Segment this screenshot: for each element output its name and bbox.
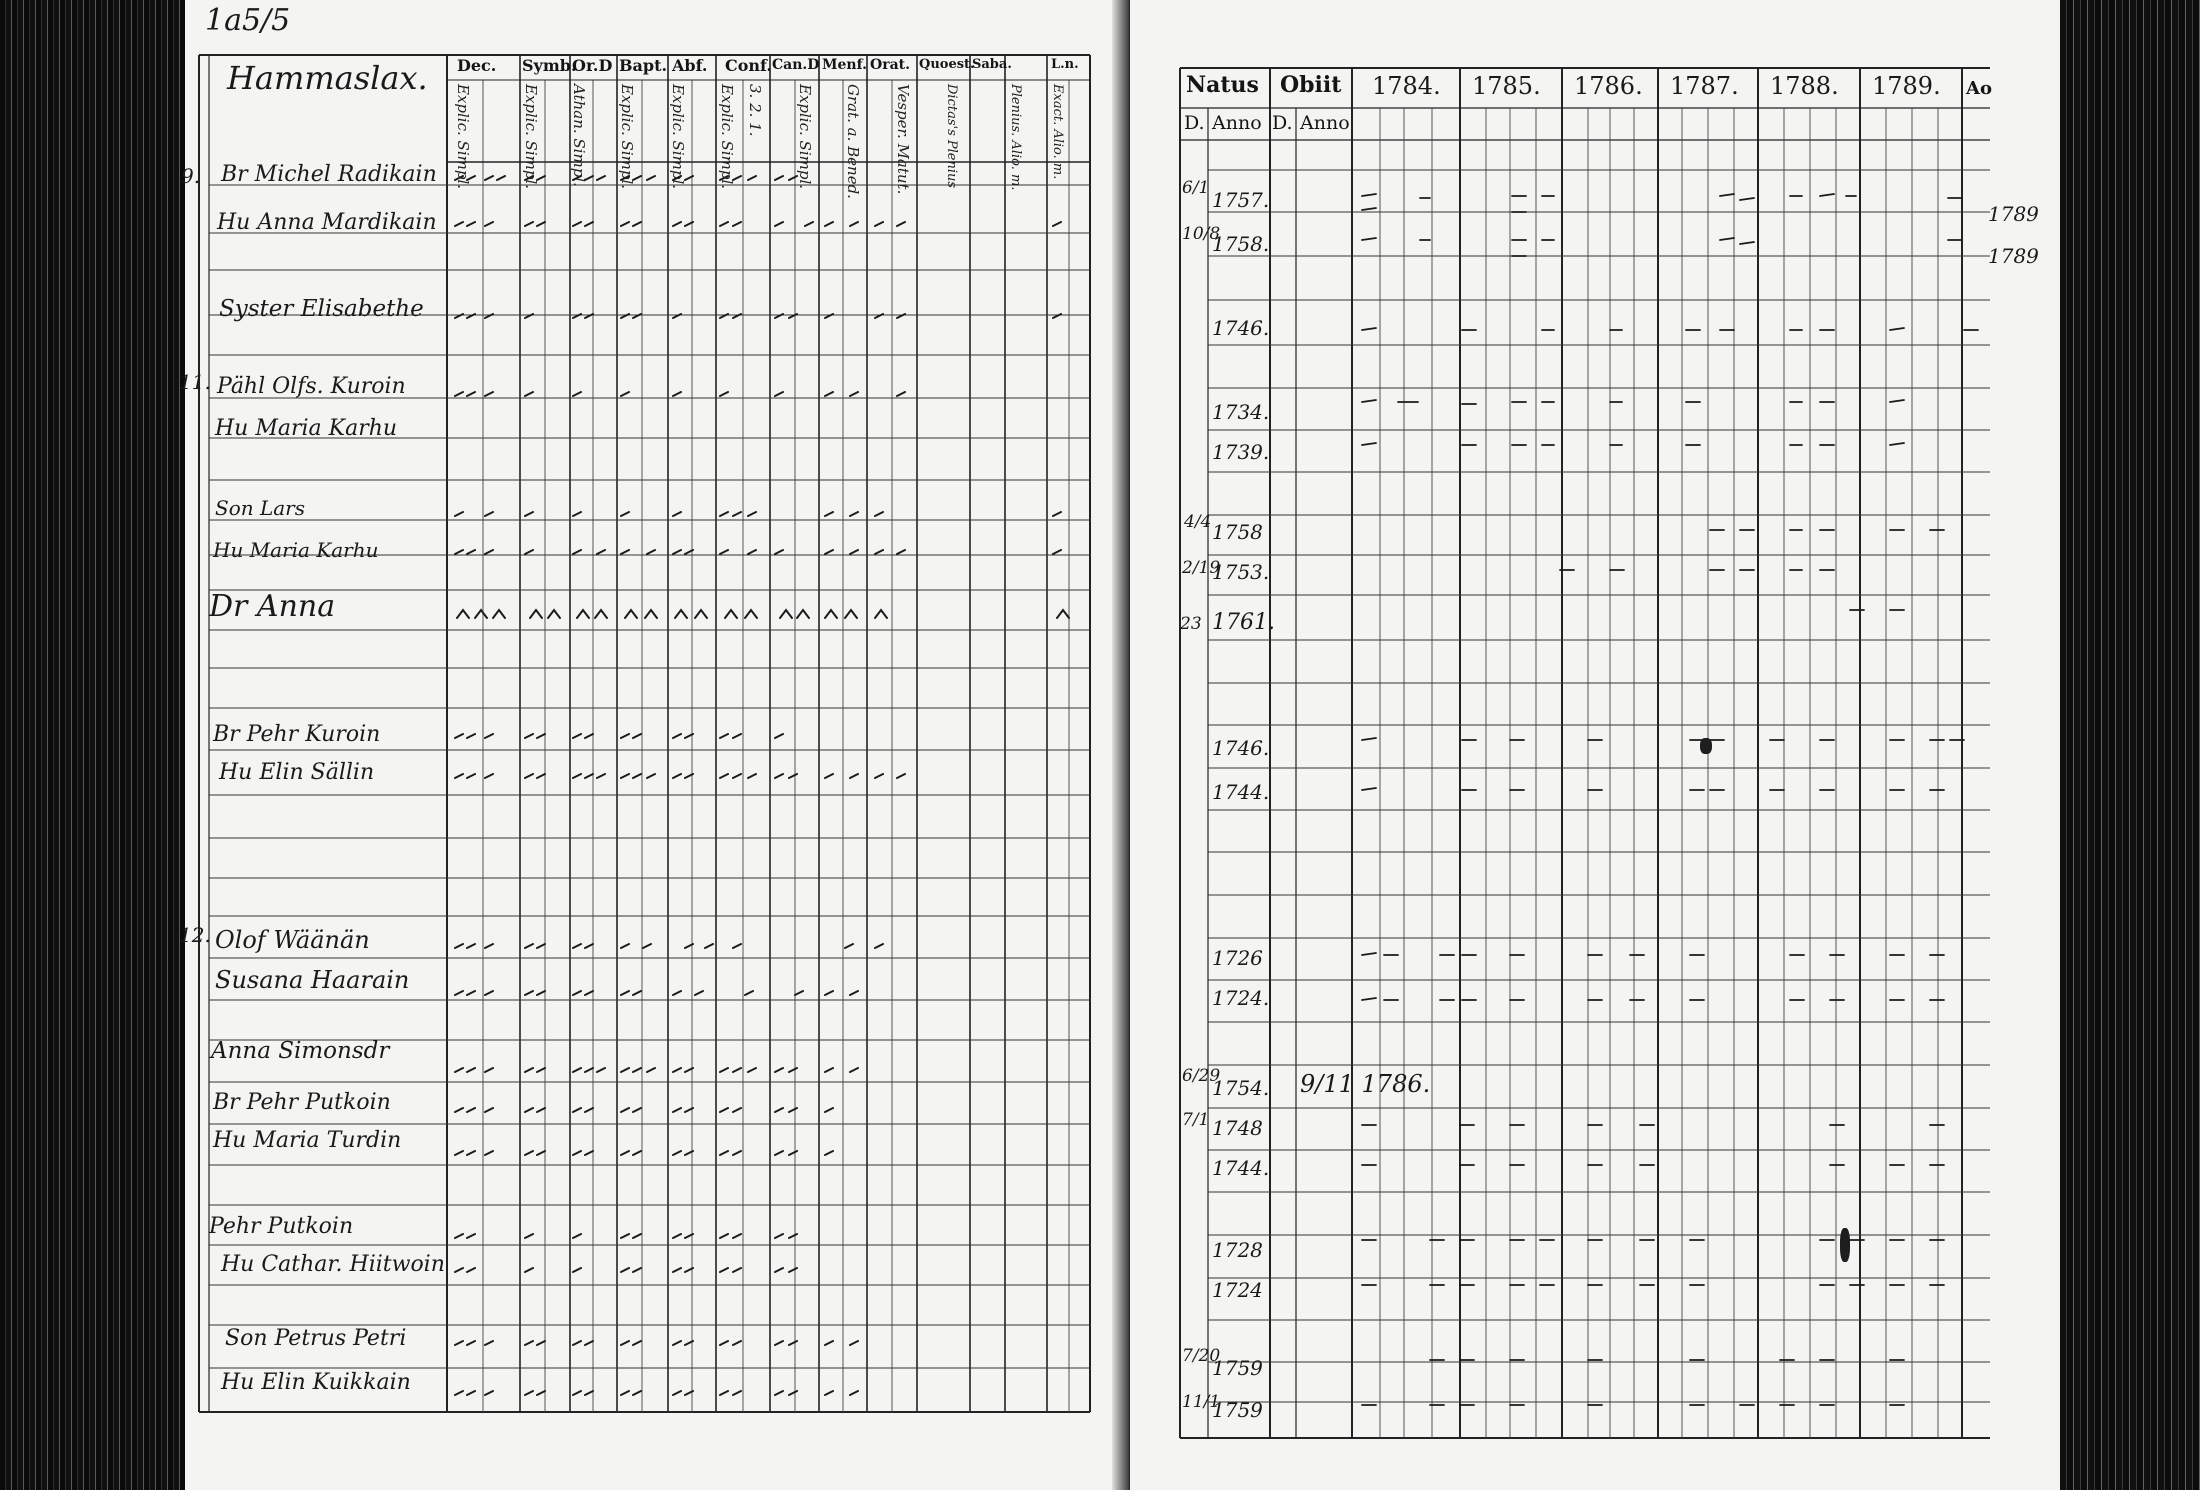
birth-year: 1759 [1212, 1356, 1263, 1380]
col-header-cand: Can.D [772, 57, 820, 73]
birth-year: 1753. [1212, 560, 1270, 584]
col-header-menf: Menf. [822, 57, 867, 73]
ink-blot [1840, 1228, 1850, 1262]
sub-header: Grat. a. Bened. [844, 84, 862, 199]
subheader-anno: Anno [1300, 112, 1350, 134]
birth-year: 1748 [1212, 1116, 1263, 1140]
person-entry: Dr Anna [209, 589, 336, 624]
person-entry: Hu Anna Mardikain [217, 210, 437, 235]
col-header-ord: Or.D [572, 56, 613, 75]
person-entry: Hu Elin Kuikkain [221, 1370, 411, 1395]
birth-year: 1746. [1212, 736, 1270, 760]
sub-header: Explic. Simpl. [522, 84, 540, 190]
birth-day: 11/1 [1182, 1392, 1221, 1412]
person-entry: Pehr Putkoin [209, 1214, 354, 1239]
col-header-ln: L.n. [1051, 57, 1079, 72]
birth-year: 1757. [1212, 188, 1270, 212]
birth-day: 6/1 [1182, 178, 1210, 198]
death-note: 9/11 1786. [1300, 1070, 1431, 1098]
birth-year: 1726 [1212, 946, 1263, 970]
margin-entry: 1789 [1988, 202, 2039, 226]
subheader-d: D. [1272, 112, 1293, 134]
subheader-anno: Anno [1212, 112, 1262, 134]
film-edge-right [2060, 0, 2200, 1490]
col-header-dec: Dec. [457, 56, 497, 75]
year-header: 1789. [1872, 72, 1941, 100]
col-header-quoest: Quoest. [919, 57, 975, 72]
birth-day: 7/20 [1182, 1346, 1221, 1366]
person-entry: Hu Maria Karhu [213, 538, 379, 562]
person-entry: Br Pehr Kuroin [213, 722, 381, 747]
left-page [179, 0, 1130, 1490]
birth-day: 7/1 [1182, 1110, 1210, 1130]
person-entry: Hu Elin Sällin [219, 760, 375, 785]
house-number: 11. [179, 370, 211, 394]
person-entry: Son Petrus Petri [225, 1326, 407, 1351]
birth-year: 1746. [1212, 316, 1270, 340]
folio-number: 1a5/5 [205, 3, 291, 38]
person-entry: Son Lars [215, 496, 306, 520]
birth-year: 1724 [1212, 1278, 1263, 1302]
birth-year: 1744. [1212, 780, 1270, 804]
year-header: 1785. [1472, 72, 1541, 100]
sub-header: Dictas's Plenius [944, 84, 959, 189]
person-entry: Br Michel Radikain [221, 162, 437, 187]
person-entry: Hu Cathar. Hiitwoin [221, 1252, 445, 1277]
house-number: 12. [179, 923, 211, 947]
birth-year: 1734. [1212, 400, 1270, 424]
person-entry: Syster Elisabethe [219, 296, 424, 322]
birth-day: 4/4 [1184, 512, 1212, 532]
sub-header: Explic. Simpl. [618, 84, 636, 190]
sub-header: Explic. Simpl. [796, 84, 814, 190]
birth-day: 10/8 [1182, 224, 1221, 244]
col-header-abf: Abf. [672, 56, 708, 75]
place-title: Hammaslax. [227, 59, 428, 97]
birth-year: 1744. [1212, 1156, 1270, 1180]
person-entry: Pähl Olfs. Kuroin [217, 374, 406, 399]
birth-year: 1724. [1212, 986, 1270, 1010]
birth-day: 6/29 [1182, 1066, 1221, 1086]
subheader-d: D. [1184, 112, 1205, 134]
birth-year: 1758. [1212, 232, 1270, 256]
person-entry: Anna Simonsdr [211, 1038, 390, 1064]
right-page [1130, 0, 2065, 1490]
sub-header: Explic. Simpl. [669, 84, 687, 190]
sub-header: Explic. Simpl. [454, 84, 472, 190]
col-header-orat: Orat. [870, 57, 910, 73]
sub-header: Explic. Simpl. [718, 84, 736, 190]
person-entry: Hu Maria Turdin [213, 1128, 402, 1153]
birth-day: 23 [1180, 614, 1202, 634]
year-header: 1788. [1770, 72, 1839, 100]
year-header-ao: Ao [1966, 78, 1992, 99]
person-entry: Olof Wäänän [215, 926, 370, 954]
film-edge-left [0, 0, 190, 1490]
sub-header: Vesper. Matut. [894, 84, 912, 195]
birth-day: 2/19 [1182, 558, 1221, 578]
house-number: 9. [181, 164, 201, 188]
year-header: 1784. [1372, 72, 1441, 100]
right-page-grid [1130, 0, 2065, 1490]
year-header: 1786. [1574, 72, 1643, 100]
person-entry: Br Pehr Putkoin [213, 1090, 391, 1115]
col-header-bapt: Bapt. [619, 56, 668, 75]
birth-year: 1739. [1212, 440, 1270, 464]
birth-year: 1728 [1212, 1238, 1263, 1262]
ink-blot [1700, 738, 1712, 754]
margin-entry: 1789 [1988, 244, 2039, 268]
sub-header: Plenius. Alio. m. [1008, 84, 1023, 191]
birth-year: 1758 [1212, 520, 1263, 544]
col-header-saba: Saba. [972, 57, 1012, 72]
person-entry: Hu Maria Karhu [215, 416, 398, 441]
sub-header: Exact. Alio. m. [1050, 84, 1065, 180]
header-natus: Natus [1186, 72, 1259, 98]
col-header-conf: Conf. [725, 56, 772, 75]
col-header-symb: Symb. [522, 56, 577, 75]
header-obiit: Obiit [1280, 72, 1342, 98]
sub-header: Athan. Simpl. [570, 84, 588, 187]
birth-year: 1754. [1212, 1076, 1270, 1100]
year-header: 1787. [1670, 72, 1739, 100]
birth-year: 1761. [1212, 610, 1275, 635]
sub-header: 3. 2. 1. [746, 84, 764, 137]
birth-year: 1759 [1212, 1398, 1263, 1422]
person-entry: Susana Haarain [215, 966, 410, 994]
